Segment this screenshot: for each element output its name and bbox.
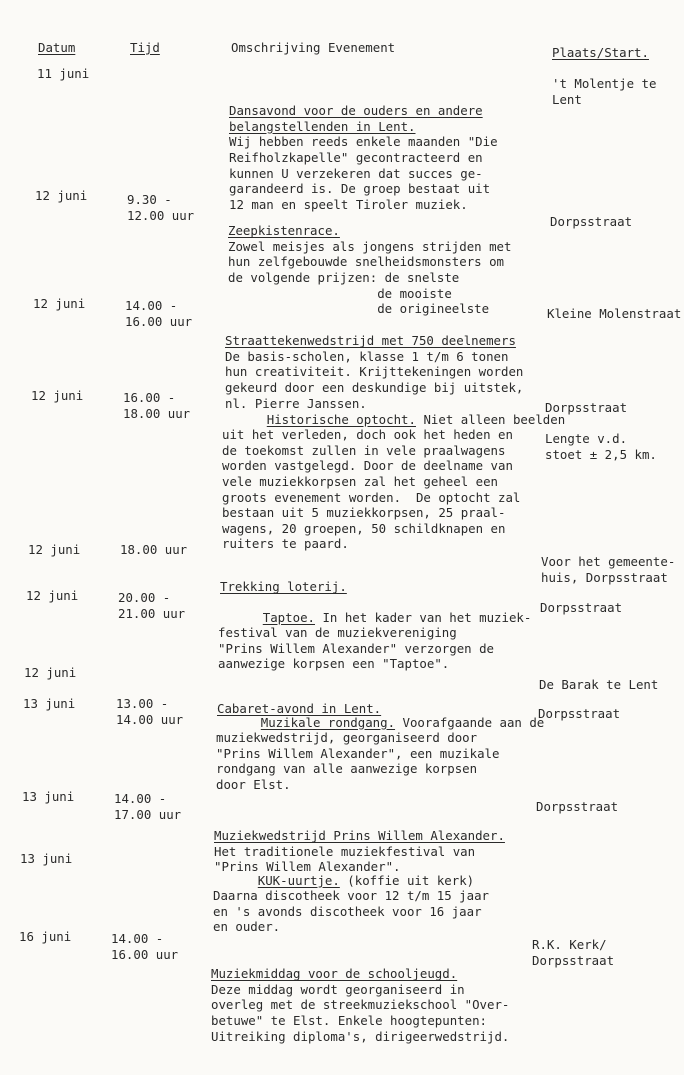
event-date: 12 juni — [33, 296, 86, 311]
event-description — [222, 396, 566, 568]
event-title: Taptoe. — [262, 609, 315, 625]
event-date: 12 juni — [31, 388, 84, 403]
event-title: Historische optocht. — [266, 411, 416, 427]
event-text: Het traditionele muziekfestival van "Prins Willem Alexander". — [214, 843, 476, 875]
event-time: 14.00 - 17.00 uur — [114, 791, 182, 822]
header-tijd: Tijd — [130, 40, 160, 55]
event-date: 12 juni — [35, 188, 88, 203]
event-time: 9.30 - 12.00 uur — [127, 192, 195, 223]
event-time: 20.00 - 21.00 uur — [118, 590, 186, 621]
event-description — [211, 935, 521, 1075]
header-plaats: Plaats/Start. — [552, 45, 649, 60]
event-text: (koffie uit kerk) Daarna discotheek voor 12 t/m 15 jaar en 's avonds discotheek voor 16 jaar en ouder. — [213, 872, 490, 935]
event-text: Niet alleen beelden uit het verleden, doch ook het heden en de toekomst zullen in vele praalwagens worden vastgelegd. Door de deelname van vele muziekkorpsen zal het geheel een groots evenement worden. De optocht zal bestaan uit 5 muziekkorpsen, 25 praal- wagens, 20 groepen, 50 schildknapen en ruiters te paard. — [222, 411, 566, 552]
event-date: 12 juni — [26, 588, 79, 603]
event-text: Deze middag wordt georganiseerd in overleg met de streekmuziekschool "Over- betuwe" te Elst. Enkele hoogtepunten: Uitreiking diploma's, dirigeerwedstrijd. — [211, 981, 510, 1044]
event-title: Muziekmiddag voor de schooljeugd. — [211, 966, 458, 982]
event-title: Muziekwedstrijd Prins Willem Alexander. — [214, 828, 505, 844]
event-time: 18.00 uur — [120, 542, 188, 557]
event-location: Dorpsstraat Lengte v.d. stoet ± 2,5 km. — [545, 400, 657, 462]
event-location: Dorpsstraat — [540, 600, 623, 615]
event-date: 13 juni — [23, 696, 76, 711]
header-omschrijving: Omschrijving Evenement — [231, 40, 396, 55]
event-location: 't Molentje te Lent — [552, 76, 657, 107]
event-title: KUK-uurtje. — [257, 872, 340, 888]
event-text: Wij hebben reeds enkele maanden "Die Reifholzkapelle" gecontracteerd en kunnen U verzekeren dat succes ge- garandeerd is. De groep bestaat uit 12 man en speelt Tiroler muziek. — [229, 134, 498, 212]
event-location: Kleine Molenstraat — [547, 306, 682, 321]
event-time: 13.00 - 14.00 uur — [116, 696, 184, 727]
event-date: 13 juni — [22, 789, 75, 804]
event-text: Zowel meisjes als jongens strijden met hun zelfgebouwde snelheidsmonsters om de volgende prijzen: de snelste de mooiste de origineelste — [228, 238, 512, 317]
event-date: 11 juni — [37, 66, 90, 81]
event-date: 12 juni — [24, 665, 77, 680]
event-location: Voor het gemeente- huis, Dorpsstraat — [541, 554, 676, 585]
event-text: In het kader van het muziek- festival van de muziekvereniging "Prins Willem Alexander" verzorgen de aanwezige korpsen een "Taptoe". — [218, 609, 532, 672]
event-text: Voorafgaande aan de muziekwedstrijd, georganiseerd door "Prins Willem Alexander", een muzikale rondgang van alle aanwezige korpsen door Elst. — [216, 714, 545, 792]
event-time: 14.00 - 16.00 uur — [111, 931, 179, 962]
event-time: 14.00 - 16.00 uur — [125, 298, 193, 329]
event-description — [216, 699, 545, 808]
event-date: 12 juni — [28, 542, 81, 557]
event-title: Muzikale rondgang. — [260, 714, 396, 730]
event-title: Trekking loterij. — [220, 579, 347, 595]
event-title: Zeepkistenrace. — [228, 223, 340, 239]
event-time: 16.00 - 18.00 uur — [123, 390, 191, 421]
header-datum: Datum — [38, 40, 76, 55]
event-location: Dorpsstraat — [550, 214, 633, 229]
event-location: Dorpsstraat — [536, 799, 619, 814]
event-location: De Barak te Lent — [539, 677, 659, 692]
event-location: Dorpsstraat — [538, 706, 621, 721]
event-date: 16 juni — [19, 929, 72, 944]
event-location: R.K. Kerk/ Dorpsstraat — [532, 937, 615, 968]
event-title: Cabaret-avond in Lent. — [217, 701, 382, 717]
event-title: Dansavond voor de ouders en andere belangstellenden in Lent. — [229, 103, 483, 134]
event-text: De basis-scholen, klasse 1 t/m 6 tonen hun creativiteit. Krijttekeningen worden gekeurd door een deskundige bij uitstek, nl. Pierre Janssen. — [225, 348, 524, 411]
event-date: 13 juni — [20, 851, 73, 866]
event-title: Straattekenwedstrijd met 750 deelnemers — [225, 333, 516, 349]
